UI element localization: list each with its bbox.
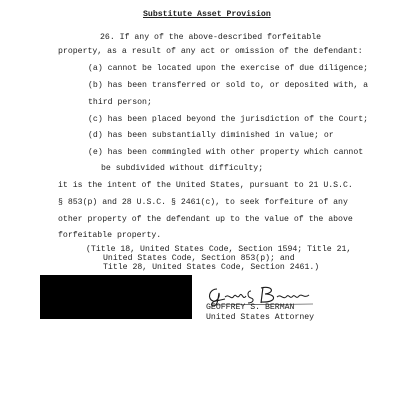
item-b-continued: third person; [88,98,152,107]
item-e-continued: be subdivided without difficulty; [101,164,264,173]
citation-line-1: (Title 18, United States Code, Section 1594; Title 21, [86,245,352,254]
intent-line-3: other property of the defendant up to the value of the above [58,215,353,224]
citation-line-3: Title 28, United States Code, Section 2461.) [103,263,320,272]
intent-line-1: it is the intent of the United States, pursuant to 21 U.S.C. [58,181,353,190]
item-e: (e) has been commingled with other property which cannot [88,148,364,157]
item-a: (a) cannot be located upon the exercise of due diligence; [88,64,369,73]
paragraph-26-line-1: 26. If any of the above-described forfeitable [100,33,322,42]
intent-line-2: § 853(p) and 28 U.S.C. § 2461(c), to seek forfeiture of any [58,198,348,207]
section-heading: Substitute Asset Provision [143,10,271,19]
item-b: (b) has been transferred or sold to, or deposited with, a [88,81,369,90]
signatory-title: United States Attorney [206,313,315,322]
item-c: (c) has been placed beyond the jurisdiction of the Court; [88,115,369,124]
item-d: (d) has been substantially diminished in value; or [88,131,334,140]
intent-line-4: forfeitable property. [58,231,162,240]
citation-line-2: United States Code, Section 853(p); and [103,254,295,263]
paragraph-26-line-2: property, as a result of any act or omission of the defendant: [58,47,363,56]
redaction-block [40,275,192,319]
signatory-name: GEOFFREY S. BERMAN [206,303,295,312]
